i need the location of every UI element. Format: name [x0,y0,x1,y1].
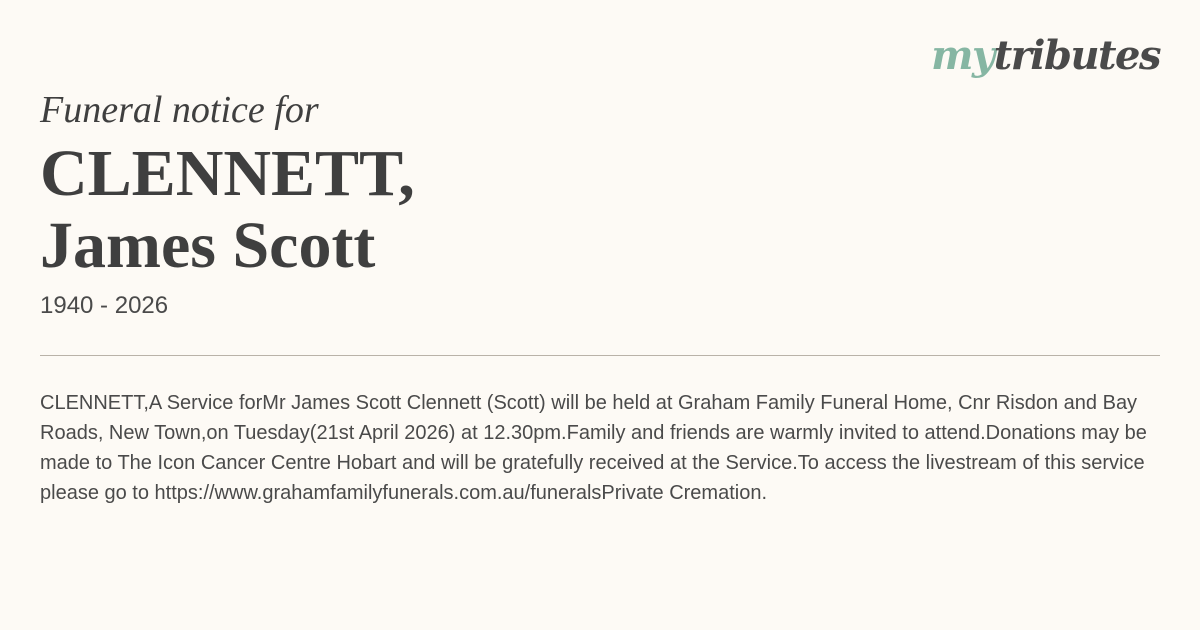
life-years: 1940 - 2026 [40,292,169,319]
deceased-surname: CLENNETT, [40,137,415,210]
logo-part-tributes: tributes [993,32,1160,79]
notice-body: CLENNETT,A Service forMr James Scott Clennett (Scott) will be held at Graham Family Funeral Home, Cnr Risdon and Bay Roads, New Town,on Tuesday(21st April 2026) at 12.30pm.Family and friends are warmly invited to attend.Donations may be made to The Icon Cancer Centre Hobart and will be gratefully received at the Service.To access the livestream of this service please go to https://www.grahamfamilyfunerals.com.au/funeralsPrivate Cremation. [40,392,1147,504]
deceased-given-names: James Scott [40,209,376,282]
divider [40,355,1160,356]
logo-part-my: my [931,32,994,79]
mytributes-logo[interactable] [931,32,1160,79]
notice-prefix: Funeral notice for [40,89,319,131]
